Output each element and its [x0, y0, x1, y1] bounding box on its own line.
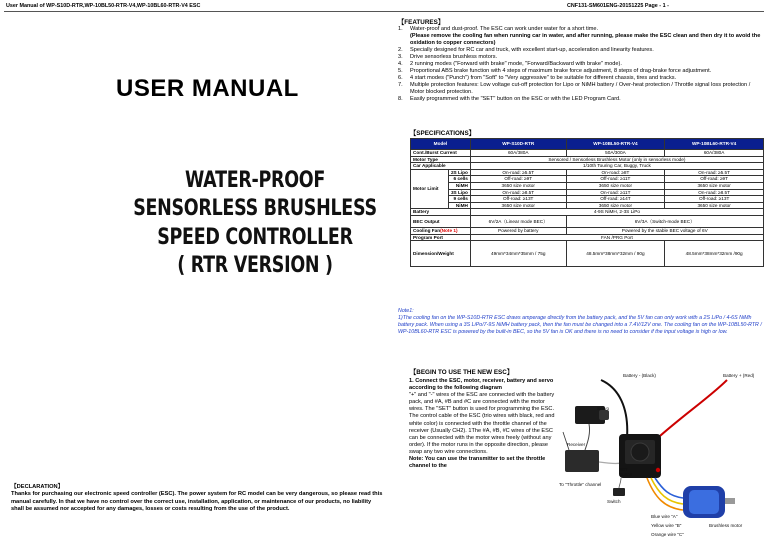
wire-c	[647, 478, 683, 510]
step-note: Note: You can use the transmitter to set the throttle channel to the	[409, 456, 546, 470]
table-row: BEC Output 6V/2A（Linear mode BEC） 6V/3A（Switch-mode BEC）	[411, 215, 764, 227]
label-throttle-channel: To "Throttle" channel	[559, 482, 602, 487]
table-row: Cooling Fan(Note 1) Powered by battery Powered by the stable BEC voltage of 6V	[411, 227, 764, 234]
step-title: 1. Connect the ESC, motor, receiver, battery and servo according to the following diagram	[409, 378, 554, 392]
receiver-body	[565, 450, 599, 472]
label-wire-c: Orange wire "C"	[651, 532, 684, 537]
cover-line-3: SPEED CONTROLLER	[157, 225, 353, 250]
note-section	[398, 308, 762, 336]
features-section	[398, 19, 762, 103]
table-row: Program Port FAN /PRG Port	[411, 234, 764, 241]
specifications-heading: 【SPECIFICATIONS】	[410, 130, 475, 137]
feature-item: 2. Specially designed for RC car and truck, with excellent start-up, acceleration and linearity features.	[398, 47, 654, 53]
cover-line-2: SENSORLESS BRUSHLESS	[133, 196, 377, 221]
feature-item: 1. Water-proof and dust-proof. The ESC can work under water for a short time. (Please remove the cooling fan when running car in water, and after running, please make the ESC clean and then dry it to avoid the oxidation to copper connectors)	[398, 26, 761, 46]
feature-item: 4. 2 running modes ("Forward with brake" mode, "Forward/Backward with brake" mode).	[398, 61, 622, 67]
table-row: Dimension/Weight 49mm*34mm*35mm / 75g 48.5mm*38mm*32mm / 90g 48.5mm*38mm*32mm /90g	[411, 241, 764, 267]
table-row: Cont./Burst Current 60A/380A 50A/300A 60A/380A	[411, 150, 764, 157]
feature-item: 6. 4 start modes ("Punch") from "Soft" to "Very aggressive" to be suitable for different chassis, tires and tracks.	[398, 75, 677, 81]
table-header-row	[411, 139, 764, 150]
specifications-table	[410, 138, 764, 267]
wiring-diagram	[559, 368, 765, 540]
declaration-heading: 【DECLARATION】	[11, 484, 64, 490]
set-button	[656, 468, 660, 472]
table-row: NiMH 3650 size motor 3650 size motor 3650 size motor	[411, 202, 764, 209]
column-header: WP-10BL50-RTR-V4	[566, 139, 665, 150]
note-title: Note1:	[398, 308, 414, 314]
declaration-section	[11, 484, 383, 514]
note-reference: (Note 1)	[440, 227, 458, 233]
column-header: WP-S10D-RTR	[470, 139, 566, 150]
label-receiver: Receiver	[567, 442, 586, 447]
label-wire-a: Blue wire "A"	[651, 514, 678, 519]
table-row: Car Applicable 1/10th Touring Car, Buggy, Truck	[411, 163, 764, 170]
features-heading: 【FEATURES】	[398, 19, 445, 26]
label-brushless-motor: Brushless motor	[709, 523, 743, 528]
begin-section	[409, 378, 557, 470]
manual-title: USER MANUAL	[116, 75, 299, 102]
begin-heading: 【BEGIN TO USE THE NEW ESC】	[410, 369, 514, 376]
table-row: 6 cells Off-road: ≥9T Off-road: ≥11T Off-road: ≥9T	[411, 176, 764, 183]
label-battery-positive: Battery + (Red)	[723, 373, 755, 378]
column-header: WP-10BL60-RTR-V4	[665, 139, 764, 150]
label-battery-negative: Battery - (Black)	[623, 373, 656, 378]
declaration-body: Thanks for purchasing our electronic speed controller (ESC). The power system for RC model can be very dangerous, so please read this manual carefully. In that we have no control over the correct use, installation, application, or maintenance of our products, no liability shall be assumed nor accepted for any damages, losses or costs resulting from the use of the product.	[11, 491, 383, 513]
servo-horn	[599, 410, 609, 420]
table-row: Motor Limit 2S Lipo On-road: ≥5.5T On-road: ≥8T On-road: ≥5.5T	[411, 169, 764, 176]
table-row: Battery 4-9S NiMH, 2-3S LiPo	[411, 209, 764, 216]
note-body: 1)The cooling fan on the WP-S10D-RTR ESC draws amperage directly from the battery pack, and the 5V fan can only work with a 2S LiPo / 4-6S NiMh battery pack. When using a 3S LiPo/7-9S NiMH battery pack, then the fan must be changed into a 7.4V/12V one. The cooling fan on the WP-10BL50-RTR / WP-10BL60-RTR ESC is powered by the built-in BEC, so the 5V fan is OK and there is no need to consider if the input voltage is high or low.	[398, 315, 762, 336]
wire-a	[655, 478, 683, 498]
feature-item: 5. Proportional ABS brake function with 4 steps of maximum brake force adjustment, 8 steps of drag-brake force adjustment.	[398, 68, 712, 74]
label-servo: Servo	[597, 406, 610, 411]
page-header-left: User Manual of WP-S10D-RTR,WP-10BL50-RTR-V4,WP-10BL60-RTR-V4 ESC	[6, 3, 201, 9]
label-wire-b: Yellow wire "B"	[651, 523, 682, 528]
page-header-right: CNF131-SM601ENG-20151225 Page - 1 -	[567, 3, 669, 9]
label-switch: Switch	[607, 499, 621, 504]
table-row: Motor Type Sensored / Sensorless Brushless Motor (only in sensorless mode)	[411, 156, 764, 163]
feature-item: 3. Drive sensorless brushless motors.	[398, 54, 498, 60]
feature-item: 7. Multiple protection features: Low voltage cut-off protection for Lipo or NiMH battery / Over-heat protection / Throttle signal loss protection / Motor blocked protection.	[398, 82, 751, 95]
column-header: Model	[411, 139, 471, 150]
battery-positive-wire	[651, 380, 727, 444]
cover-line-4: ( RTR VERSION )	[177, 253, 333, 278]
cover-line-1: WATER-PROOF	[184, 168, 326, 193]
table-row: 9 cells Off-road: ≥13T Off-road: ≥14T Off-road: ≥13T	[411, 196, 764, 203]
header-divider	[4, 11, 764, 12]
table-row: NiMH 3650 size motor 3650 size motor 3650 size motor	[411, 182, 764, 189]
switch	[613, 488, 625, 496]
table-row: 3S Lipo On-road: ≥8.5T On-road: ≥11T On-road: ≥8.5T	[411, 189, 764, 196]
step-body: "+" and "-" wires of the ESC are connected with the battery pack, and #A, #B and #C are connected with the motor wires. The "SET" button is used for programming the ESC. The control cable of the ESC (trio wires with black, red and white color) is connected with the throttle channel of the receiver (Usually CH2). 1The #A, #B, #C wires of the ESC can be connected with the motor wires freely (without any order). If the motor runs in the opposite direction, please swap any two wire connections.	[409, 392, 555, 455]
label-set-button: SET Button	[619, 467, 633, 477]
feature-item: 8. Easily programmed with the "SET" button on the ESC or with the LED Program Card.	[398, 96, 621, 102]
